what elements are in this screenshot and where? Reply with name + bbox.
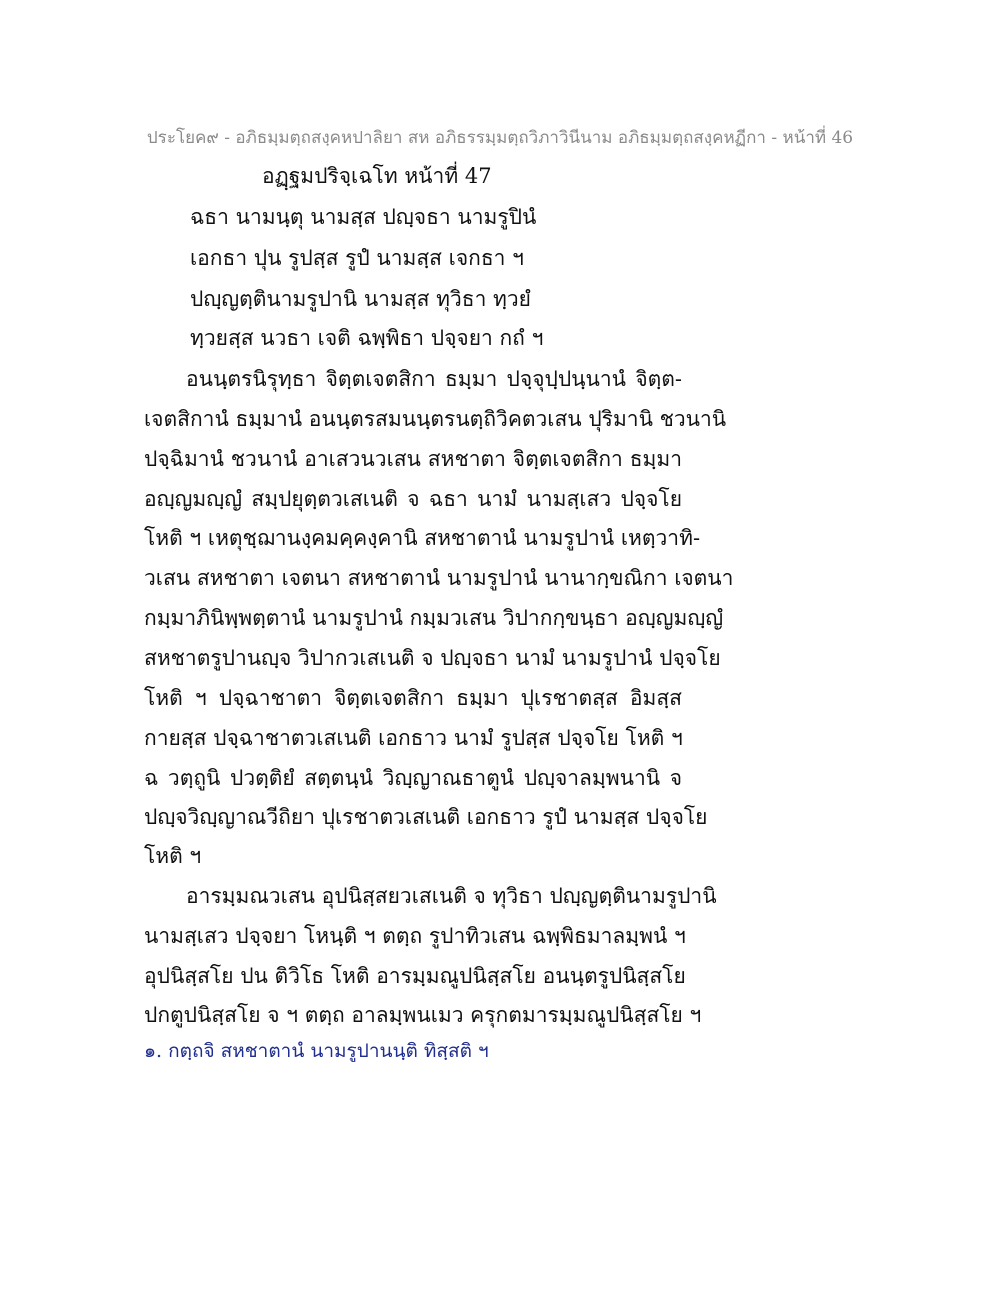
paragraph-line: โหติ ฯ ปจฺฉาชาตา จิตฺตเจตสิกา ธมฺมา ปุเรชาตสฺส อิมสฺส (144, 686, 682, 710)
running-header: ประโยค๙ - อภิธมฺมตฺถสงฺคหปาลิยา สห อภิธรรมฺมตฺถวิภาวินีนาม อภิธมฺมตฺถสงฺคหฏีกา - หน้าที่ 46 (146, 128, 854, 148)
paragraph-line: กมฺมาภินิพฺพตฺตานํ นามรูปานํ กมฺมวเสน วิปากกฺขนฺธา อญฺญมญฺญํ (144, 606, 724, 630)
paragraph-line: กายสฺส ปจฺฉาชาตวเสเนติ เอกธาว นามํ รูปสฺส ปจฺจโย โหติ ฯ (144, 726, 683, 750)
paragraph-line: ปญฺจวิญฺญาณวีถิยา ปุเรชาตวเสเนติ เอกธาว รูปํ นามสฺส ปจฺจโย (144, 805, 708, 829)
paragraph-line: วเสน สหชาตา เจตนา สหชาตานํ นามรูปานํ นานากฺขณิกา เจตนา (144, 566, 734, 590)
paragraph-line: อุปนิสฺสโย ปน ติวิโธ โหติ อารมฺมณูปนิสฺสโย อนนฺตรูปนิสฺสโย (144, 964, 686, 988)
paragraph-line: เจตสิกานํ ธมฺมานํ อนนฺตรสมนนฺตรนตฺถิวิคตวเสน ปุริมานิ ชวนานิ (144, 407, 727, 431)
paragraph-line: ปจฺฉิมานํ ชวนานํ อาเสวนวเสน สหชาตา จิตฺตเจตสิกา ธมฺมา (144, 447, 682, 471)
verse-line: ทฺวยสฺส นวธา เจติ ฉพฺพิธา ปจฺจยา กถํ ฯ (190, 326, 544, 350)
verse-line: ฉธา นามนฺตุ นามสฺส ปญฺจธา นามรูปินํ (190, 205, 537, 229)
paragraph-line: ปกตูปนิสฺสโย จ ฯ ตตฺถ อาลมฺพนเมว ครุกตมารมฺมณูปนิสฺสโย ฯ (144, 1003, 702, 1027)
paragraph-line: อารมฺมณวเสน อุปนิสฺสยวเสเนติ จ ทุวิธา ปญฺญตฺตินามรูปานิ (186, 884, 717, 908)
paragraph-line: โหติ ฯ เหตุชฺฌานงฺคมคฺคงฺคานิ สหชาตานํ นามรูปานํ เหตฺวาทิ- (144, 526, 701, 550)
paragraph-line: นามสฺเสว ปจฺจยา โหนฺติ ฯ ตตฺถ รูปาทิวเสน ฉพฺพิธมาลมฺพนํ ฯ (144, 924, 686, 948)
verse-line: ปญฺญตฺตินามรูปานิ นามสฺส ทุวิธา ทฺวยํ (190, 287, 531, 311)
paragraph-line: อญฺญมญฺญํ สมฺปยุตฺตวเสเนติ จ ฉธา นามํ นามสฺเสว ปจฺจโย (144, 487, 682, 511)
verse-line: เอกธา ปุน รูปสฺส รูปํ นามสฺส เจกธา ฯ (190, 246, 524, 270)
paragraph-line: สหชาตรูปานญฺจ วิปากวเสเนติ จ ปญฺจธา นามํ นามรูปานํ ปจฺจโย (144, 646, 721, 670)
paragraph-line: ฉ วตฺถูนิ ปวตฺติยํ สตฺตนฺนํ วิญฺญาณธาตูนํ ปญฺจาลมฺพนานิ จ (144, 766, 682, 790)
footnote: ๑. กตฺถจิ สหชาตานํ นามรูปานนฺติ ทิสฺสติ ฯ (144, 1040, 489, 1062)
chapter-title: อฏฺฐมปริจฺเฉโท หน้าที่ 47 (262, 164, 492, 188)
paragraph-line: อนนฺตรนิรุทฺธา จิตฺตเจตสิกา ธมฺมา ปจฺจุปฺปนฺนานํ จิตฺต- (186, 367, 682, 391)
paragraph-line: โหติ ฯ (144, 844, 202, 868)
